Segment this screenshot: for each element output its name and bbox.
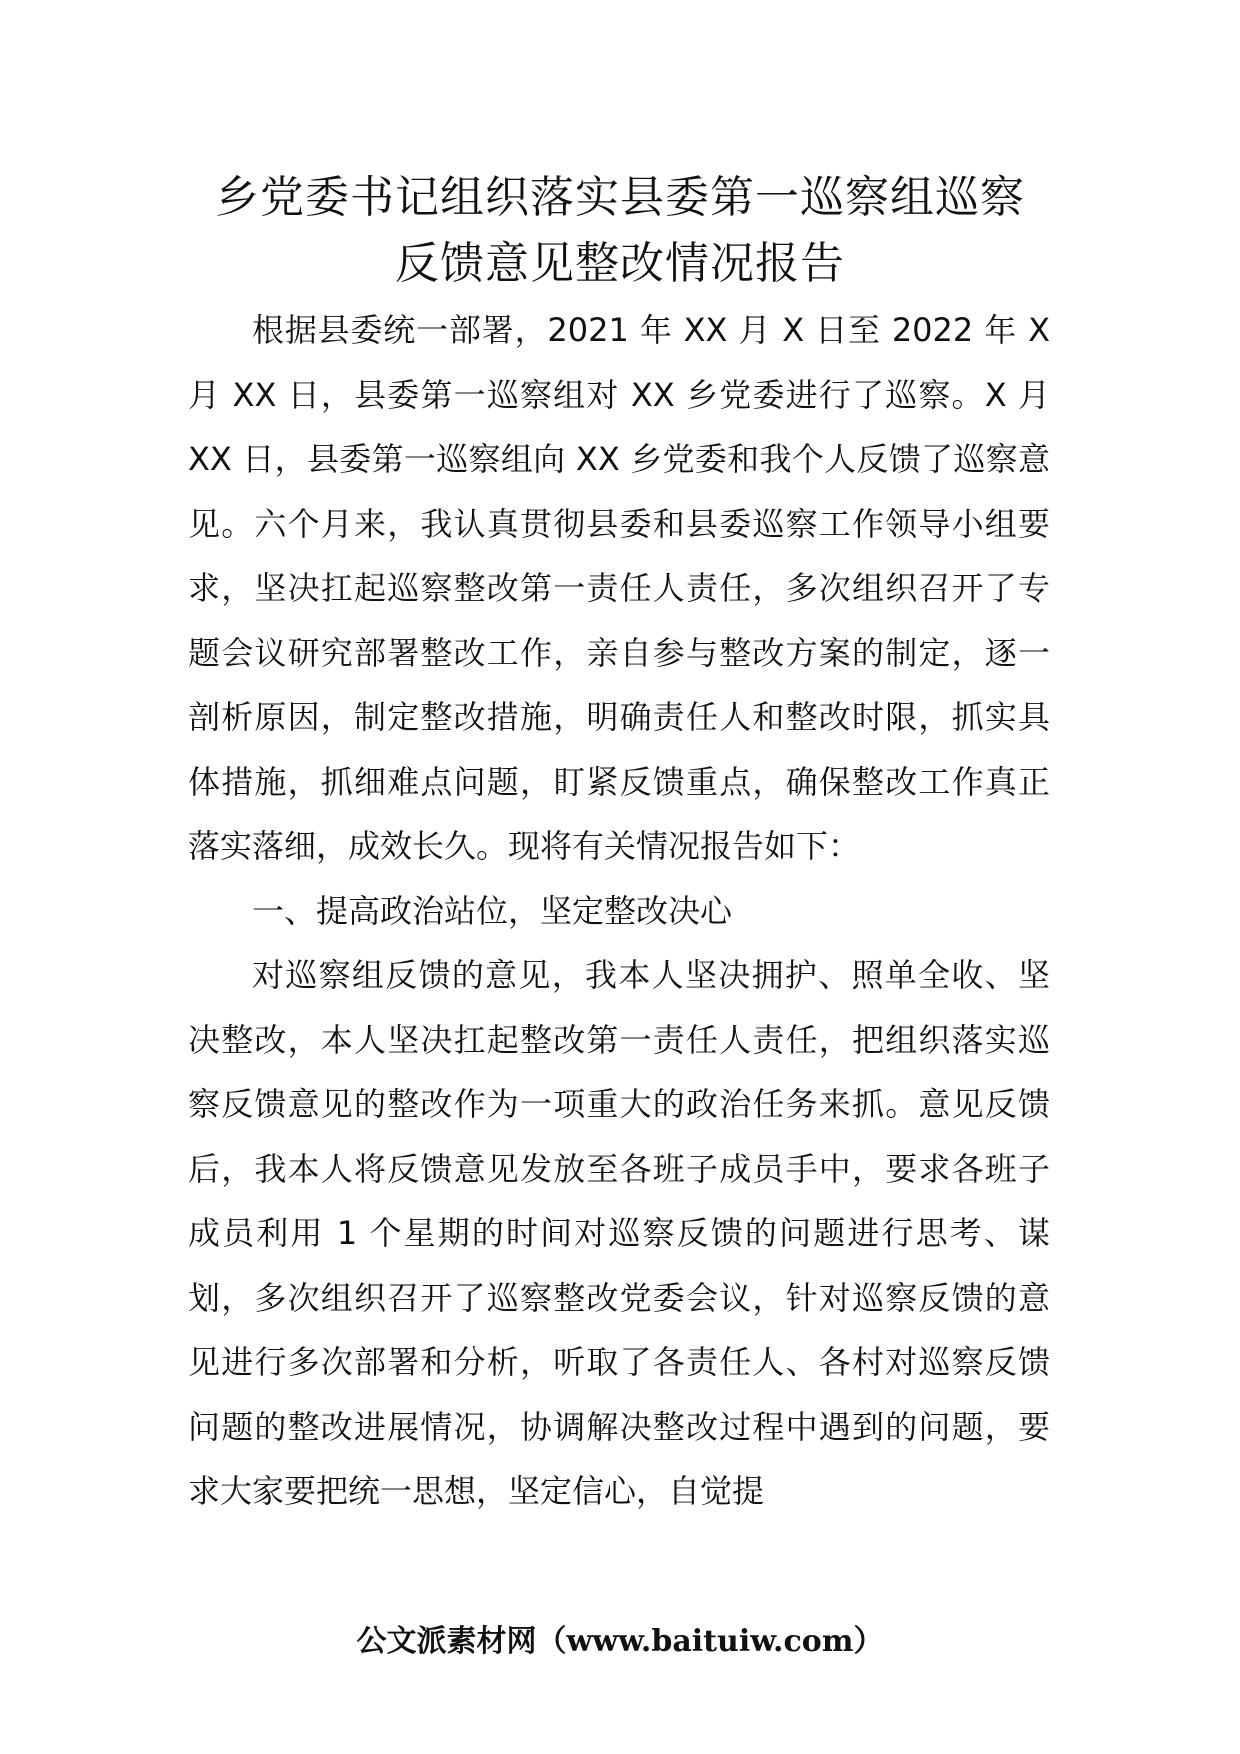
document-title-line-1: 乡党委书记组织落实县委第一巡察组巡察 <box>215 172 1025 223</box>
section-heading-1: 一、提高政治站位，坚定整改决心 <box>252 891 733 930</box>
document-title-line-2: 反馈意见整改情况报告 <box>395 238 845 289</box>
paragraph-section-1: 对巡察组反馈的意见，我本人坚决拥护、照单全收、坚决整改，本人坚决扛起整改第一责任人责任，把组织落实巡察反馈意见的整改作为一项重大的政治任务来抓。意见反馈后，我本人将反馈意见发放至各班子成员手中，要求各班子成员利用 1 个星期的时间对巡察反馈的问题进行思考、谋划，多次组织召开了巡察整改党委会议，针对巡察反馈的意见进行多次部署和分析，听取了各责任人、各村对巡察反馈问题的整改进展情况，协调解决整改过程中遇到的问题，要求大家要把统一思想，坚定信心，自觉提 <box>188 956 1050 1510</box>
document-body <box>188 298 1050 1524</box>
footer-watermark: 公文派素材网（www.baituiw.com） <box>356 1624 884 1659</box>
paragraph-intro: 根据县委统一部署，2021 年 XX 月 X 日至 2022 年 X 月 XX 日，县委第一巡察组对 XX 乡党委进行了巡察。X 月 XX 日，县委第一巡察组向 XX 乡党委和我个人反馈了巡察意见。六个月来，我认真贯彻县委和县委巡察工作领导小组要求，坚决扛起巡察整改第一责任人责任，多次组织召开了专题会议研究部署整改工作，亲自参与整改方案的制定，逐一剖析原因，制定整改措施，明确责任人和整改时限，抓实具体措施，抓细难点问题，盯紧反馈重点，确保整改工作真正落实落细，成效长久。现将有关情况报告如下： <box>188 311 1050 865</box>
